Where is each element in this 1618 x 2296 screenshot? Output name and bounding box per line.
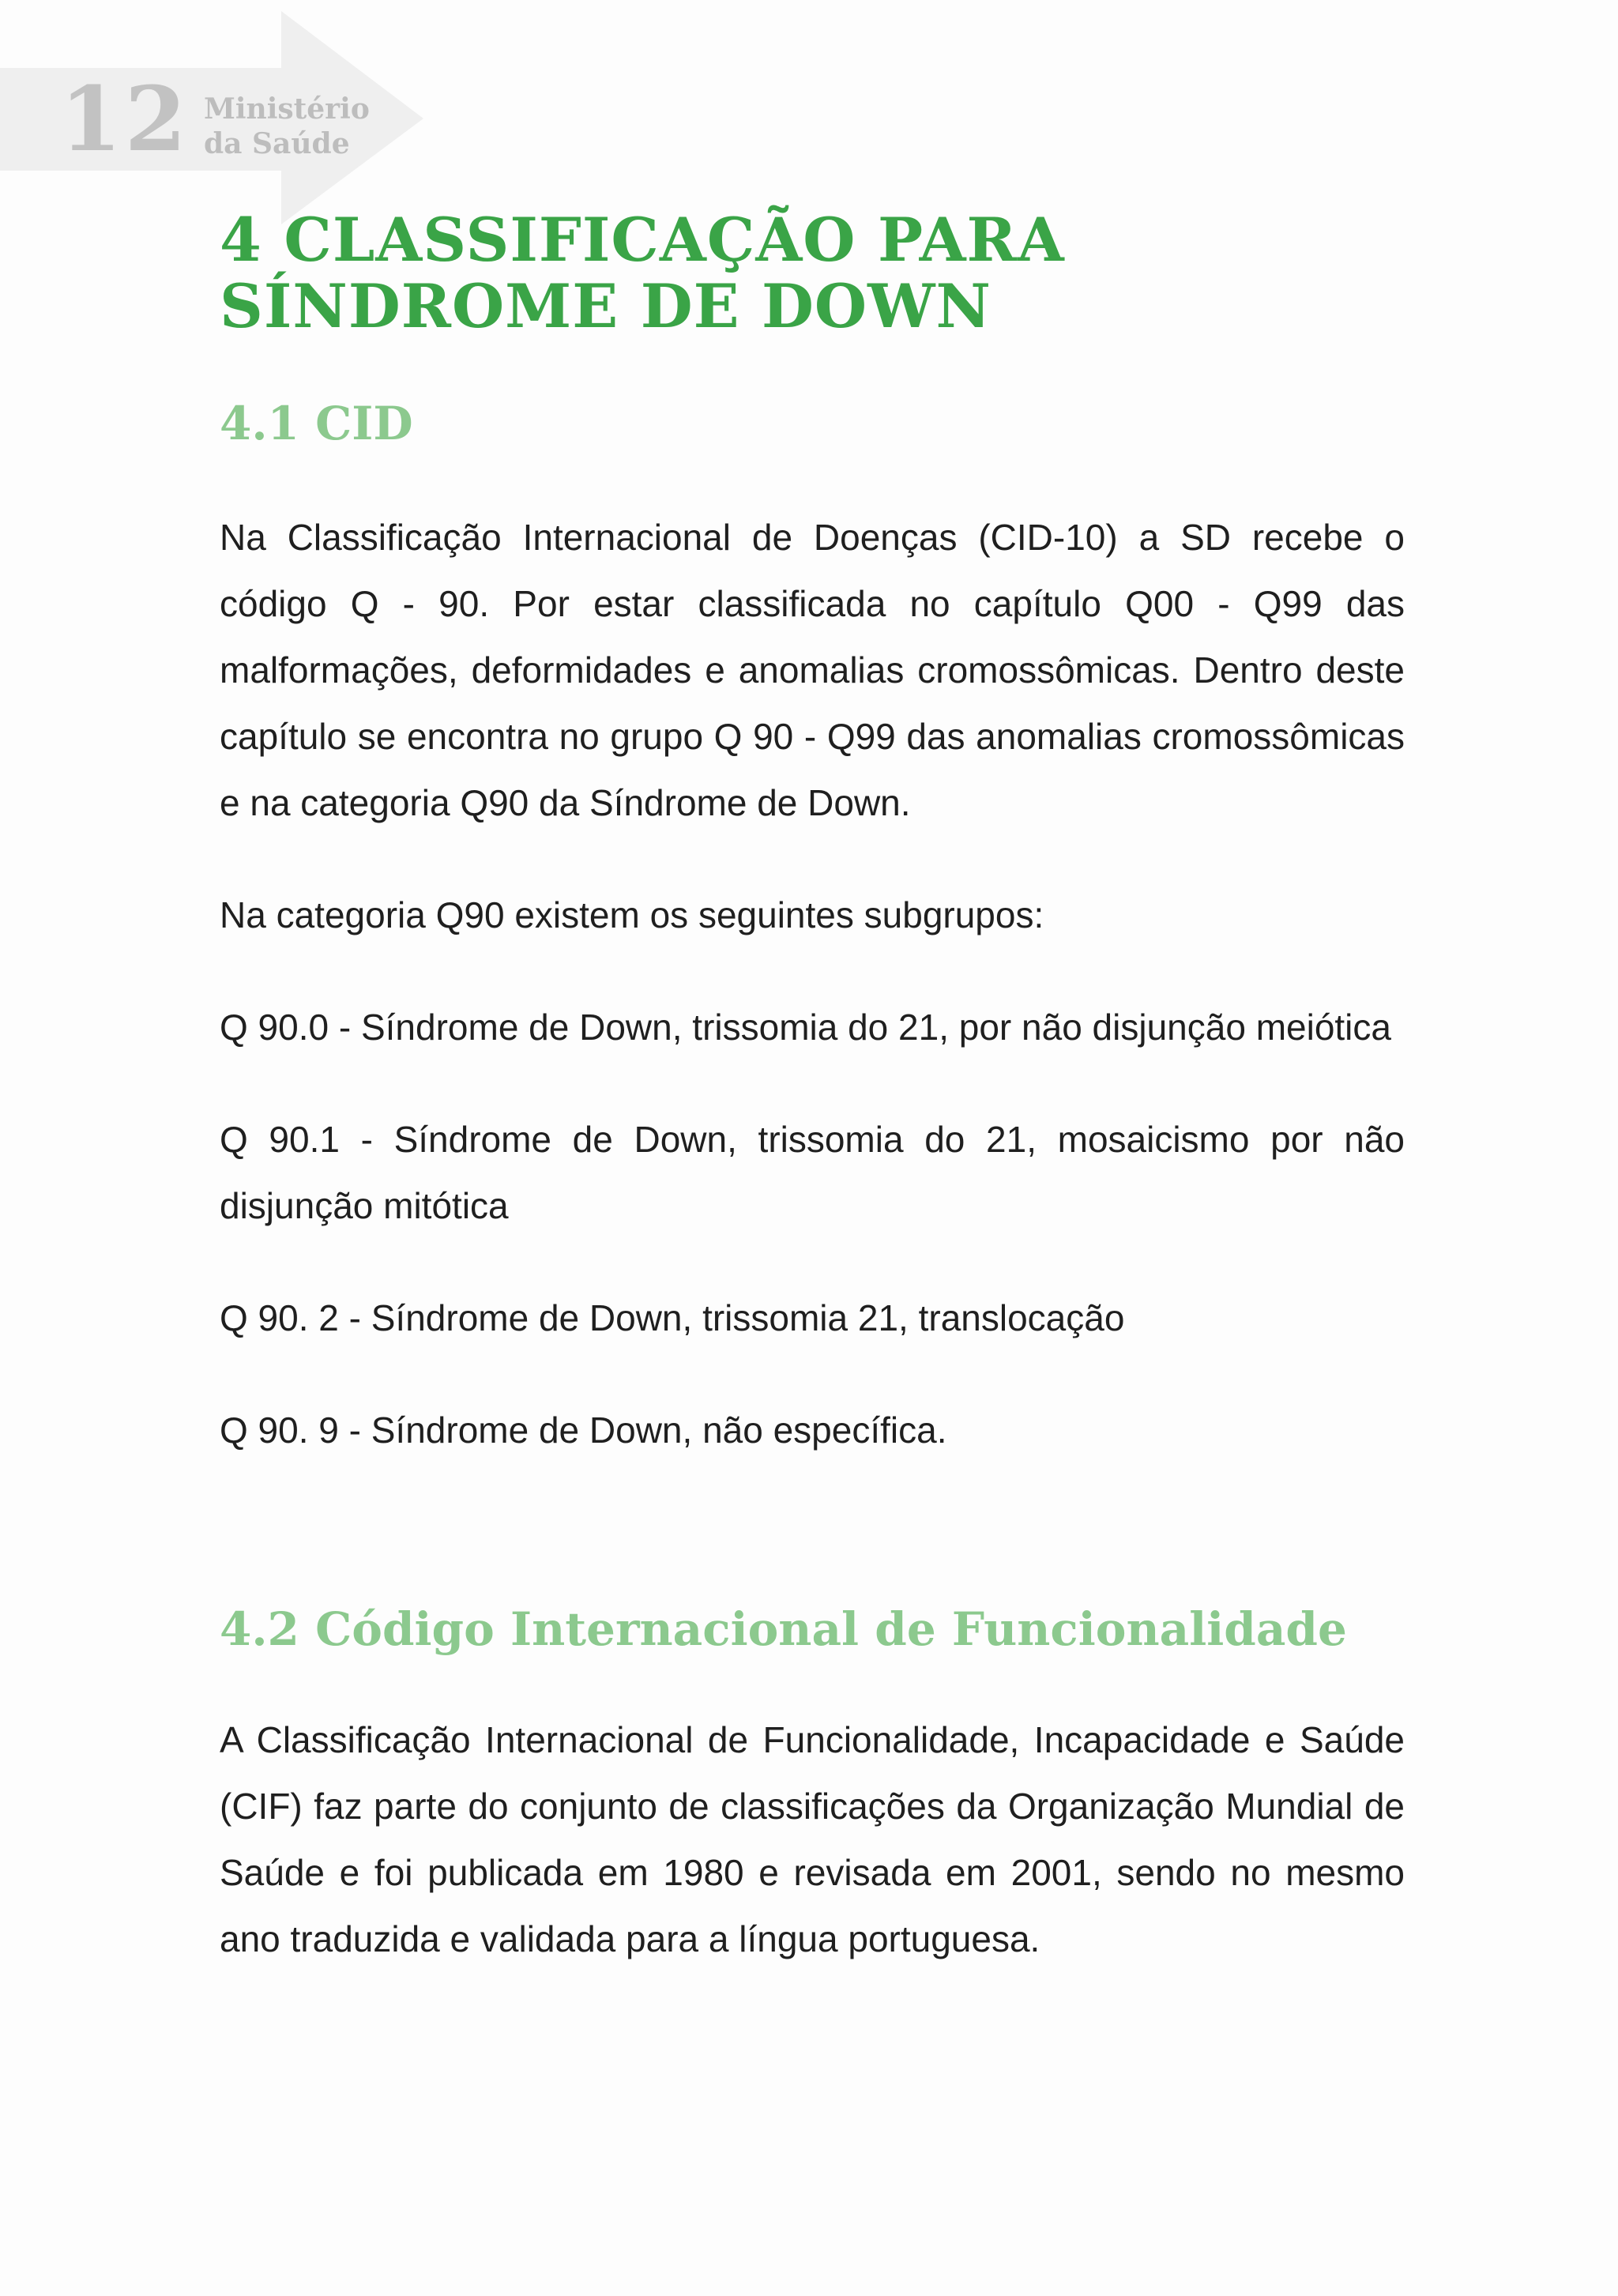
cid-paragraph: Na Classificação Internacional de Doenças (CID-10) a SD recebe o código Q - 90. Por estar classificada no capítulo Q00 - Q99 das malformações, deformidades e anomalias cromossômicas. Dentro deste capítulo se encontra no grupo Q 90 - Q99 das anomalias cromossômicas e na categoria Q90 da Síndrome de Down. [220, 517, 1405, 823]
section-cif [220, 1604, 1405, 1972]
publisher-line-1: Ministério [204, 92, 370, 126]
section-cid [220, 398, 1405, 1463]
page-header [0, 0, 442, 229]
subgroups-intro: Na categoria Q90 existem os seguintes subgrupos: [220, 894, 1044, 935]
publisher-name [204, 92, 370, 161]
subgroup-item: Q 90. 2 - Síndrome de Down, trissomia 21, translocação [220, 1297, 1125, 1338]
page-content [220, 207, 1405, 1972]
page-number: 12 [60, 68, 190, 171]
publisher-line-2: da Saúde [204, 127, 350, 160]
subgroup-item: Q 90. 9 - Síndrome de Down, não específica. [220, 1410, 947, 1451]
subgroup-item: Q 90.1 - Síndrome de Down, trissomia do 21, mosaicismo por não disjunção mitótica [220, 1119, 1405, 1226]
subgroup-item: Q 90.0 - Síndrome de Down, trissomia do 21, por não disjunção meiótica [220, 1007, 1391, 1048]
cif-paragraph: A Classificação Internacional de Funcionalidade, Incapacidade e Saúde (CIF) faz parte do conjunto de classificações da Organização Mundial de Saúde e foi publicada em 1980 e revisada em 2001, sendo no mesmo ano traduzida e validada para a língua portuguesa. [220, 1719, 1405, 1959]
section-heading-cid: 4.1 CID [220, 397, 413, 450]
chapter-title: 4 CLASSIFICAÇÃO PARA SÍNDROME DE DOWN [220, 205, 1065, 341]
section-heading-cif: 4.2 Código Internacional de Funcionalidade [220, 1602, 1347, 1656]
